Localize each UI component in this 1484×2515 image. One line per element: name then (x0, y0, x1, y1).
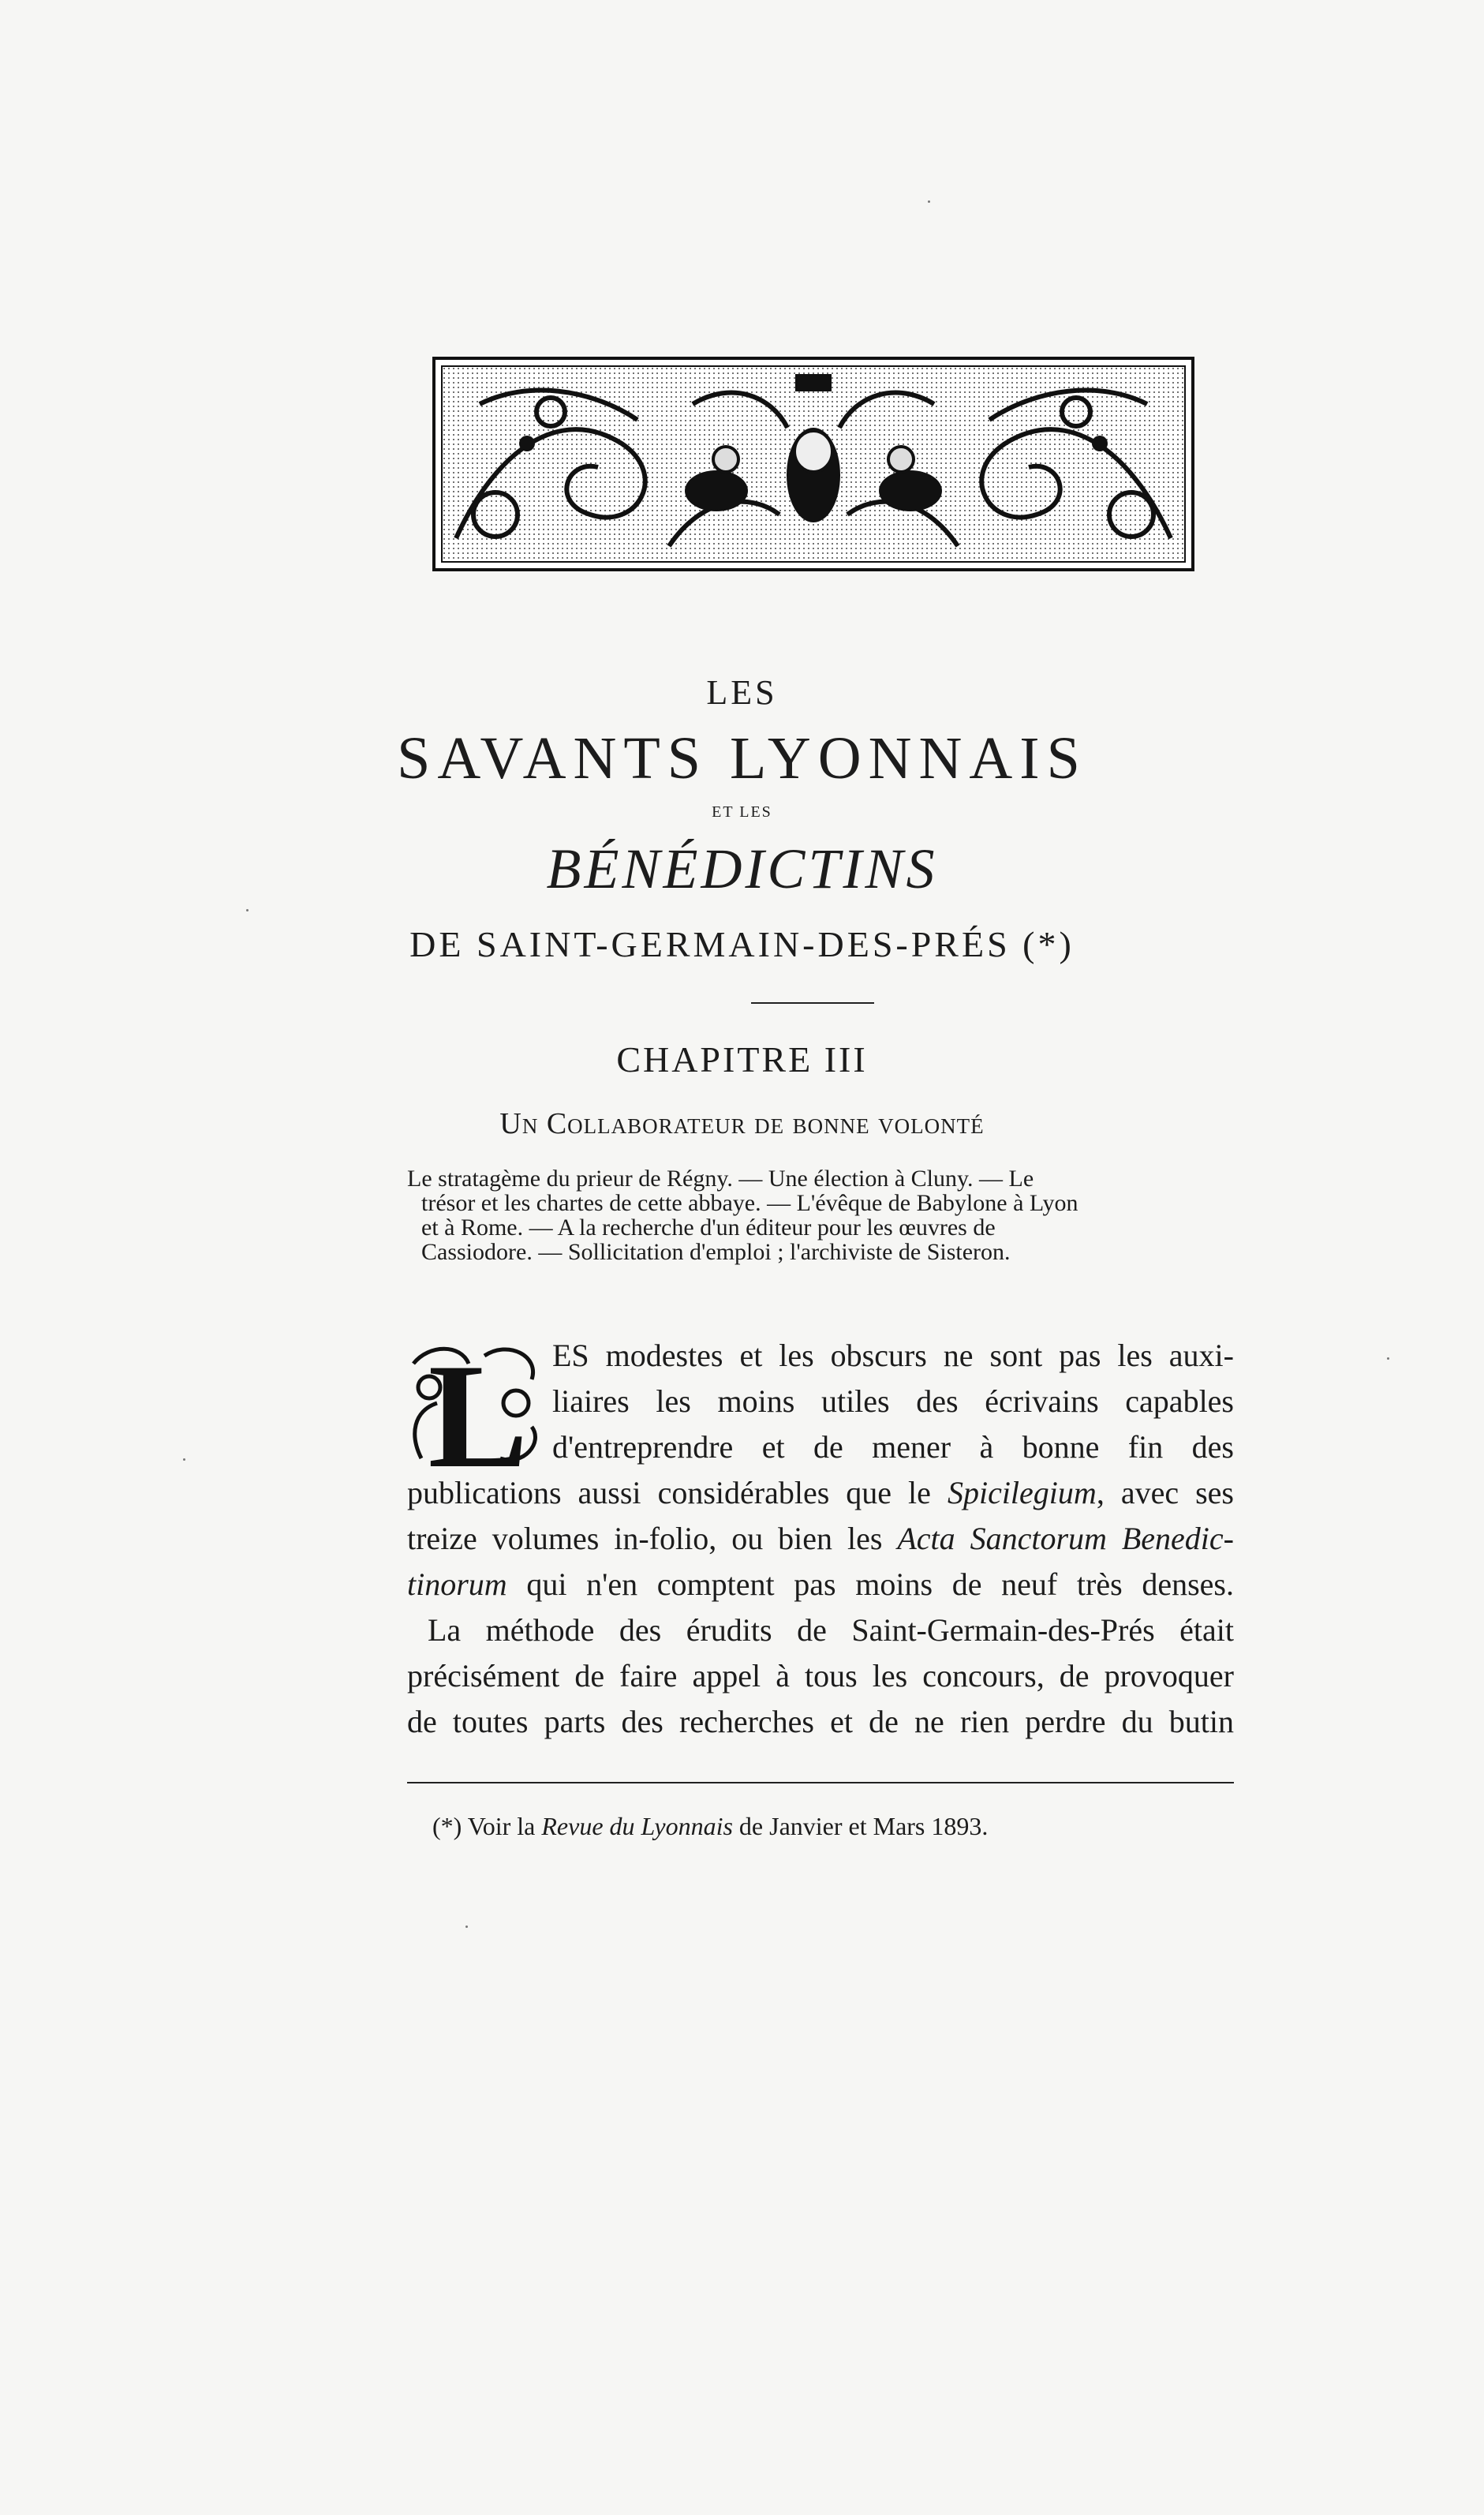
short-divider (751, 1002, 874, 1004)
body-line-2: liaires les moins utiles des écrivains capables (552, 1383, 1234, 1419)
chapter-subtitle: Un Collaborateur de bonne volonté (499, 1107, 985, 1140)
ornamental-dropcap-l (406, 1340, 546, 1479)
body-line-4: publications aussi considérables que le Spicilegium, avec ses (407, 1475, 1235, 1510)
ornamental-header-band (432, 357, 1194, 571)
title-les: LES (706, 673, 778, 712)
footnote-divider (407, 1782, 1234, 1783)
chapter-number: CHAPITRE III (616, 1039, 868, 1080)
paper-speck (928, 200, 930, 203)
body-line-8: précisément de faire appel à tous les concours, de provoquer (407, 1658, 1234, 1694)
title-et-les: ET LES (712, 803, 772, 821)
body-line-1: ES modestes et les obscurs ne sont pas les auxi- (552, 1338, 1234, 1373)
title-benedictins: BÉNÉDICTINS (546, 837, 938, 900)
summary-line: Cassiodore. — Sollicitation d'emploi ; l'archiviste de Sisteron. (421, 1239, 1011, 1265)
body-line-9: de toutes parts des recherches et de ne rien perdre du butin (407, 1704, 1234, 1739)
paper-speck (465, 1926, 468, 1928)
svg-text:L: L (428, 1340, 529, 1479)
paper-speck (1387, 1357, 1389, 1360)
body-line-7: La méthode des érudits de Saint-Germain-des-Prés était (428, 1612, 1234, 1648)
summary-line: Le stratagème du prieur de Régny. — Une élection à Cluny. — Le (407, 1166, 1034, 1192)
footnote: (*) Voir la Revue du Lyonnais de Janvier et Mars 1893. (432, 1812, 989, 1840)
summary-line: et à Rome. — A la recherche d'un éditeur pour les œuvres de (421, 1214, 996, 1241)
body-line-3: d'entreprendre et de mener à bonne fin des (552, 1429, 1234, 1465)
body-line-5: treize volumes in-folio, ou bien les Acta Sanctorum Benedic- (407, 1521, 1234, 1556)
title-savants-lyonnais: SAVANTS LYONNAIS (397, 725, 1087, 792)
body-line-6: tinorum qui n'en comptent pas moins de neuf très denses. (407, 1566, 1234, 1602)
paper-speck (246, 909, 249, 911)
title-de-saint-germain: DE SAINT-GERMAIN-DES-PRÉS (*) (409, 924, 1075, 964)
summary-line: trésor et les chartes de cette abbaye. — L'évêque de Babylone à Lyon (421, 1190, 1078, 1216)
chapter-summary (407, 1166, 1234, 1264)
paper-speck (183, 1458, 185, 1461)
